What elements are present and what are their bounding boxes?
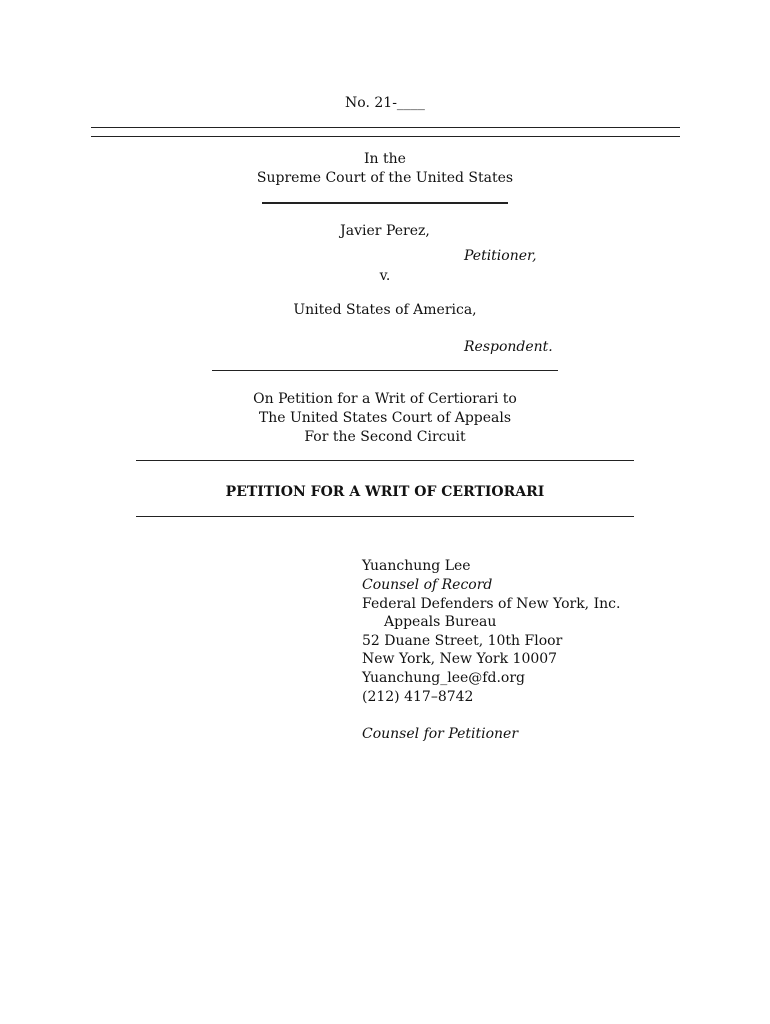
- title-rule-bottom: [136, 516, 634, 517]
- counsel-city: New York, New York 10007: [362, 651, 558, 667]
- petitioner-role: Petitioner,: [464, 248, 537, 264]
- petition-on-line-3: For the Second Circuit: [304, 429, 466, 445]
- counsel-name: Yuanchung Lee: [362, 558, 471, 574]
- petition-title: PETITION FOR A WRIT OF CERTIORARI: [225, 484, 545, 500]
- court-line-2: Supreme Court of the United States: [256, 170, 514, 186]
- caption-rule: [212, 370, 558, 371]
- counsel-dept: Appeals Bureau: [384, 614, 497, 630]
- top-double-rule-upper: [91, 127, 680, 128]
- court-line-1: In the: [364, 151, 406, 167]
- top-double-rule-lower: [91, 136, 680, 137]
- court-rule: [262, 202, 508, 204]
- petition-on-line-1: On Petition for a Writ of Certiorari to: [253, 391, 517, 407]
- counsel-street: 52 Duane Street, 10th Floor: [362, 633, 563, 649]
- counsel-org: Federal Defenders of New York, Inc.: [362, 596, 621, 612]
- petition-on-line-2: The United States Court of Appeals: [258, 410, 512, 426]
- counsel-phone: (212) 417–8742: [362, 689, 474, 705]
- versus: v.: [379, 268, 391, 284]
- respondent-role: Respondent.: [464, 339, 553, 355]
- petitioner-name: Javier Perez,: [340, 223, 430, 239]
- respondent-name: United States of America,: [293, 302, 477, 318]
- counsel-role: Counsel of Record: [362, 577, 493, 593]
- docket-number: No. 21-____: [345, 95, 425, 111]
- title-rule-top: [136, 460, 634, 461]
- counsel-for: Counsel for Petitioner: [362, 726, 519, 742]
- counsel-email: Yuanchung_lee@fd.org: [362, 670, 525, 686]
